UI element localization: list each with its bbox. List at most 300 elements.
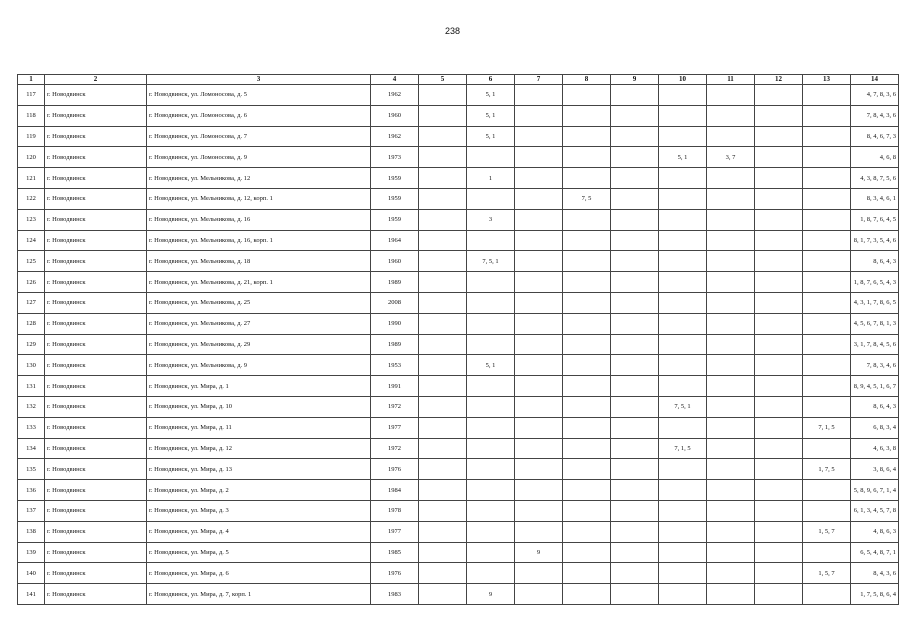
table-cell: 140: [18, 563, 45, 584]
table-cell: [515, 85, 563, 106]
table-cell: 7, 1, 5: [803, 417, 851, 438]
table-cell: 4, 5, 6, 7, 8, 1, 3: [851, 313, 899, 334]
table-cell: [659, 251, 707, 272]
table-cell: [611, 438, 659, 459]
table-cell: 4, 7, 8, 3, 6: [851, 85, 899, 106]
table-cell: г. Новодвинск: [45, 126, 147, 147]
table-cell: [803, 376, 851, 397]
page-number: 238: [444, 26, 461, 36]
table-cell: [803, 168, 851, 189]
table-cell: [563, 292, 611, 313]
table-cell: [467, 376, 515, 397]
table-cell: 1990: [371, 313, 419, 334]
table-cell: [563, 396, 611, 417]
table-cell: г. Новодвинск, ул. Мельникова, д. 21, корп. 1: [147, 272, 371, 293]
table-cell: 121: [18, 168, 45, 189]
table-row: [18, 355, 899, 376]
table-row: [18, 500, 899, 521]
table-cell: [515, 105, 563, 126]
table-cell: [563, 168, 611, 189]
table-cell: 4, 8, 6, 3: [851, 521, 899, 542]
table-cell: [659, 272, 707, 293]
table-cell: [563, 105, 611, 126]
table-cell: 6, 8, 3, 4: [851, 417, 899, 438]
table-row: [18, 85, 899, 106]
table-cell: 7, 5, 1: [659, 396, 707, 417]
table-cell: [515, 438, 563, 459]
table-cell: [419, 521, 467, 542]
table-cell: 120: [18, 147, 45, 168]
table-cell: [419, 168, 467, 189]
table-row: [18, 313, 899, 334]
table-cell: [707, 542, 755, 563]
header-row: [18, 75, 899, 85]
table-cell: 133: [18, 417, 45, 438]
table-cell: [515, 126, 563, 147]
table-cell: [707, 500, 755, 521]
table-cell: [803, 438, 851, 459]
table-cell: [707, 396, 755, 417]
table-cell: г. Новодвинск, ул. Мельникова, д. 18: [147, 251, 371, 272]
table-cell: 4, 6, 8: [851, 147, 899, 168]
table-cell: 7, 8, 4, 3, 6: [851, 105, 899, 126]
table-cell: [419, 85, 467, 106]
table-cell: [755, 313, 803, 334]
table-cell: [467, 396, 515, 417]
table-cell: [659, 230, 707, 251]
table-cell: [419, 292, 467, 313]
table-cell: [755, 272, 803, 293]
table-cell: [611, 188, 659, 209]
table-cell: 9: [467, 584, 515, 605]
table-cell: [467, 563, 515, 584]
table-cell: [707, 105, 755, 126]
table-cell: 132: [18, 396, 45, 417]
table-cell: [419, 500, 467, 521]
table-row: [18, 272, 899, 293]
table-row: [18, 292, 899, 313]
table-row: [18, 168, 899, 189]
table-cell: 4, 6, 3, 8: [851, 438, 899, 459]
table-cell: г. Новодвинск, ул. Мира, д. 4: [147, 521, 371, 542]
table-cell: [419, 147, 467, 168]
table-cell: [803, 313, 851, 334]
column-header-9: 9: [611, 75, 659, 85]
table-cell: [563, 542, 611, 563]
table-cell: [707, 313, 755, 334]
table-cell: 1973: [371, 147, 419, 168]
table-cell: г. Новодвинск: [45, 584, 147, 605]
table-cell: [659, 355, 707, 376]
table-cell: 7, 8, 3, 4, 6: [851, 355, 899, 376]
table-cell: [611, 230, 659, 251]
table-cell: [707, 355, 755, 376]
table-row: [18, 417, 899, 438]
column-header-12: 12: [755, 75, 803, 85]
table-cell: [707, 521, 755, 542]
table-cell: [611, 480, 659, 501]
column-header-8: 8: [563, 75, 611, 85]
table-cell: 130: [18, 355, 45, 376]
table-cell: [755, 292, 803, 313]
table-cell: [659, 168, 707, 189]
table-cell: [659, 563, 707, 584]
table-cell: [563, 584, 611, 605]
table-cell: 1972: [371, 438, 419, 459]
table-cell: г. Новодвинск, ул. Мельникова, д. 29: [147, 334, 371, 355]
table-cell: [419, 584, 467, 605]
table-cell: г. Новодвинск, ул. Мира, д. 11: [147, 417, 371, 438]
table-cell: [707, 334, 755, 355]
table-cell: [755, 334, 803, 355]
table-cell: 137: [18, 500, 45, 521]
table-cell: г. Новодвинск, ул. Мира, д. 2: [147, 480, 371, 501]
table-cell: г. Новодвинск, ул. Мира, д. 10: [147, 396, 371, 417]
table-cell: 1977: [371, 521, 419, 542]
table-cell: 7, 1, 5: [659, 438, 707, 459]
table-cell: [611, 584, 659, 605]
table-cell: [803, 542, 851, 563]
table-cell: 1962: [371, 85, 419, 106]
table-cell: [611, 355, 659, 376]
table-cell: [563, 355, 611, 376]
table-cell: 1959: [371, 168, 419, 189]
table-cell: [419, 230, 467, 251]
table-cell: [755, 188, 803, 209]
table-cell: г. Новодвинск, ул. Мира, д. 3: [147, 500, 371, 521]
table-cell: 1, 5, 7: [803, 563, 851, 584]
table-cell: [611, 292, 659, 313]
table-row: [18, 230, 899, 251]
table-cell: [659, 584, 707, 605]
table-cell: [803, 126, 851, 147]
table-cell: [563, 126, 611, 147]
table-cell: 3: [467, 209, 515, 230]
table-cell: 1991: [371, 376, 419, 397]
table-cell: г. Новодвинск, ул. Ломоносова, д. 6: [147, 105, 371, 126]
table-row: [18, 334, 899, 355]
table-cell: г. Новодвинск: [45, 230, 147, 251]
table-cell: 4, 3, 8, 7, 5, 6: [851, 168, 899, 189]
table-cell: [659, 313, 707, 334]
table-cell: [755, 584, 803, 605]
table-cell: [611, 313, 659, 334]
table-cell: 3, 7: [707, 147, 755, 168]
table-cell: [611, 126, 659, 147]
table-row: [18, 521, 899, 542]
table-cell: 8, 6, 4, 3: [851, 396, 899, 417]
table-cell: [467, 313, 515, 334]
table-cell: [419, 438, 467, 459]
table-cell: 6, 1, 3, 4, 5, 7, 8: [851, 500, 899, 521]
table-cell: 118: [18, 105, 45, 126]
table-row: [18, 584, 899, 605]
table-cell: [755, 376, 803, 397]
housing-table: [17, 74, 899, 605]
table-cell: г. Новодвинск: [45, 251, 147, 272]
table-cell: г. Новодвинск, ул. Ломоносова, д. 9: [147, 147, 371, 168]
table-cell: 138: [18, 521, 45, 542]
table-cell: [611, 376, 659, 397]
column-header-5: 5: [419, 75, 467, 85]
table-cell: 3, 8, 6, 4: [851, 459, 899, 480]
table-cell: 1978: [371, 500, 419, 521]
table-row: [18, 480, 899, 501]
table-cell: [563, 500, 611, 521]
table-cell: 126: [18, 272, 45, 293]
table-cell: [707, 480, 755, 501]
table-cell: [515, 251, 563, 272]
table-cell: [707, 230, 755, 251]
table-cell: 1960: [371, 251, 419, 272]
table-cell: [611, 272, 659, 293]
table-cell: [419, 417, 467, 438]
table-cell: г. Новодвинск, ул. Мельникова, д. 12, корп. 1: [147, 188, 371, 209]
table-cell: 119: [18, 126, 45, 147]
table-cell: [803, 85, 851, 106]
table-cell: [755, 230, 803, 251]
table-cell: [611, 147, 659, 168]
table-cell: [707, 376, 755, 397]
table-cell: [419, 272, 467, 293]
table-cell: [659, 105, 707, 126]
table-cell: г. Новодвинск: [45, 542, 147, 563]
table-row: [18, 396, 899, 417]
table-cell: [659, 500, 707, 521]
table-row: [18, 438, 899, 459]
table-cell: [419, 355, 467, 376]
table-cell: г. Новодвинск: [45, 85, 147, 106]
table-cell: [803, 584, 851, 605]
table-cell: [467, 480, 515, 501]
table-cell: [803, 209, 851, 230]
table-cell: [755, 209, 803, 230]
table-cell: [467, 292, 515, 313]
table-cell: 1953: [371, 355, 419, 376]
table-cell: [515, 313, 563, 334]
table-cell: 1, 8, 7, 6, 5, 4, 3: [851, 272, 899, 293]
table-cell: г. Новодвинск, ул. Мира, д. 5: [147, 542, 371, 563]
table-cell: [419, 313, 467, 334]
table-cell: 123: [18, 209, 45, 230]
table-cell: [755, 355, 803, 376]
table-cell: [611, 396, 659, 417]
table-cell: [803, 251, 851, 272]
table-cell: [803, 272, 851, 293]
table-cell: 141: [18, 584, 45, 605]
table-cell: 5, 1: [659, 147, 707, 168]
table-cell: 131: [18, 376, 45, 397]
table-cell: 7, 5, 1: [467, 251, 515, 272]
table-cell: [515, 355, 563, 376]
table-cell: [611, 563, 659, 584]
table-cell: г. Новодвинск: [45, 563, 147, 584]
table-cell: 1: [467, 168, 515, 189]
table-row: [18, 126, 899, 147]
table-cell: 1960: [371, 105, 419, 126]
table-cell: г. Новодвинск, ул. Мира, д. 1: [147, 376, 371, 397]
table-cell: г. Новодвинск, ул. Мельникова, д. 9: [147, 355, 371, 376]
table-cell: 117: [18, 85, 45, 106]
table-cell: [467, 272, 515, 293]
table-cell: [659, 209, 707, 230]
table-cell: [467, 334, 515, 355]
table-cell: [563, 209, 611, 230]
table-cell: г. Новодвинск: [45, 438, 147, 459]
table-cell: [707, 417, 755, 438]
table-cell: г. Новодвинск, ул. Мира, д. 7, корп. 1: [147, 584, 371, 605]
table-cell: 8, 6, 4, 3: [851, 251, 899, 272]
table-cell: 8, 1, 7, 3, 5, 4, 6: [851, 230, 899, 251]
table-row: [18, 251, 899, 272]
table-cell: [515, 500, 563, 521]
table-cell: [611, 85, 659, 106]
table-cell: 122: [18, 188, 45, 209]
table-cell: [419, 480, 467, 501]
table-cell: [803, 480, 851, 501]
table-cell: [611, 334, 659, 355]
table-cell: г. Новодвинск, ул. Ломоносова, д. 7: [147, 126, 371, 147]
table-cell: 1, 7, 5: [803, 459, 851, 480]
table-cell: [515, 396, 563, 417]
table-cell: 1977: [371, 417, 419, 438]
table-cell: [419, 396, 467, 417]
table-cell: 1, 7, 5, 8, 6, 4: [851, 584, 899, 605]
column-header-6: 6: [467, 75, 515, 85]
table-cell: [659, 417, 707, 438]
table-cell: г. Новодвинск, ул. Мельникова, д. 16, корп. 1: [147, 230, 371, 251]
table-cell: [467, 500, 515, 521]
table-cell: [467, 542, 515, 563]
table-cell: г. Новодвинск: [45, 500, 147, 521]
table-cell: [515, 417, 563, 438]
table-row: [18, 376, 899, 397]
table-cell: 1959: [371, 209, 419, 230]
table-cell: 1962: [371, 126, 419, 147]
table-cell: [563, 147, 611, 168]
table-cell: [419, 105, 467, 126]
table-cell: [563, 334, 611, 355]
table-cell: [755, 480, 803, 501]
table-cell: [419, 188, 467, 209]
table-cell: [515, 334, 563, 355]
table-cell: г. Новодвинск: [45, 355, 147, 376]
table-row: [18, 542, 899, 563]
table-cell: г. Новодвинск: [45, 272, 147, 293]
table-cell: 1989: [371, 334, 419, 355]
table-cell: [755, 542, 803, 563]
table-cell: [755, 168, 803, 189]
table-cell: [707, 292, 755, 313]
table-cell: 1989: [371, 272, 419, 293]
table-cell: [563, 272, 611, 293]
table-cell: [419, 376, 467, 397]
table-cell: [707, 188, 755, 209]
table-cell: 3, 1, 7, 8, 4, 5, 6: [851, 334, 899, 355]
table-cell: [755, 105, 803, 126]
column-header-14: 14: [851, 75, 899, 85]
table-cell: [563, 480, 611, 501]
table-cell: [707, 209, 755, 230]
table-cell: [803, 355, 851, 376]
table-cell: [755, 396, 803, 417]
table-cell: [467, 188, 515, 209]
table-cell: [755, 459, 803, 480]
table-cell: [515, 292, 563, 313]
table-cell: 128: [18, 313, 45, 334]
table-cell: [467, 230, 515, 251]
table-cell: г. Новодвинск: [45, 292, 147, 313]
table-cell: [515, 563, 563, 584]
table-cell: [515, 188, 563, 209]
table-cell: [515, 147, 563, 168]
table-cell: г. Новодвинск, ул. Ломоносова, д. 5: [147, 85, 371, 106]
table-cell: [419, 563, 467, 584]
table-cell: [707, 272, 755, 293]
table-cell: 1964: [371, 230, 419, 251]
column-header-2: 2: [45, 75, 147, 85]
table-cell: [755, 126, 803, 147]
table-cell: г. Новодвинск, ул. Мельникова, д. 27: [147, 313, 371, 334]
table-cell: г. Новодвинск: [45, 480, 147, 501]
table-cell: 127: [18, 292, 45, 313]
table-cell: 134: [18, 438, 45, 459]
table-cell: [659, 188, 707, 209]
table-cell: [803, 105, 851, 126]
table-cell: 5, 8, 9, 6, 7, 1, 4: [851, 480, 899, 501]
column-header-13: 13: [803, 75, 851, 85]
table-cell: 8, 9, 4, 5, 1, 6, 7: [851, 376, 899, 397]
table-cell: [563, 459, 611, 480]
table-cell: 125: [18, 251, 45, 272]
table-cell: 1959: [371, 188, 419, 209]
table-cell: [755, 438, 803, 459]
table-cell: [419, 126, 467, 147]
table-cell: [419, 542, 467, 563]
table-cell: 1976: [371, 459, 419, 480]
table-cell: г. Новодвинск, ул. Мира, д. 13: [147, 459, 371, 480]
table-cell: 1985: [371, 542, 419, 563]
table-cell: [611, 105, 659, 126]
table-cell: 4, 3, 1, 7, 8, 6, 5: [851, 292, 899, 313]
table-cell: г. Новодвинск: [45, 147, 147, 168]
column-header-7: 7: [515, 75, 563, 85]
table-cell: г. Новодвинск, ул. Мельникова, д. 25: [147, 292, 371, 313]
table-cell: [563, 521, 611, 542]
table-cell: [707, 563, 755, 584]
table-cell: 7, 5: [563, 188, 611, 209]
table-cell: [659, 334, 707, 355]
table-cell: г. Новодвинск, ул. Мельникова, д. 16: [147, 209, 371, 230]
table-cell: [563, 417, 611, 438]
table-cell: [419, 251, 467, 272]
table-cell: [515, 376, 563, 397]
table-cell: [467, 459, 515, 480]
table-cell: 1983: [371, 584, 419, 605]
table-cell: г. Новодвинск: [45, 334, 147, 355]
column-header-1: 1: [18, 75, 45, 85]
table-cell: [563, 376, 611, 397]
table-cell: [803, 147, 851, 168]
table-cell: [803, 396, 851, 417]
table-cell: [611, 168, 659, 189]
table-cell: [515, 480, 563, 501]
table-cell: 136: [18, 480, 45, 501]
table-cell: [755, 500, 803, 521]
table-cell: 135: [18, 459, 45, 480]
table-cell: 1976: [371, 563, 419, 584]
table-cell: г. Новодвинск: [45, 313, 147, 334]
